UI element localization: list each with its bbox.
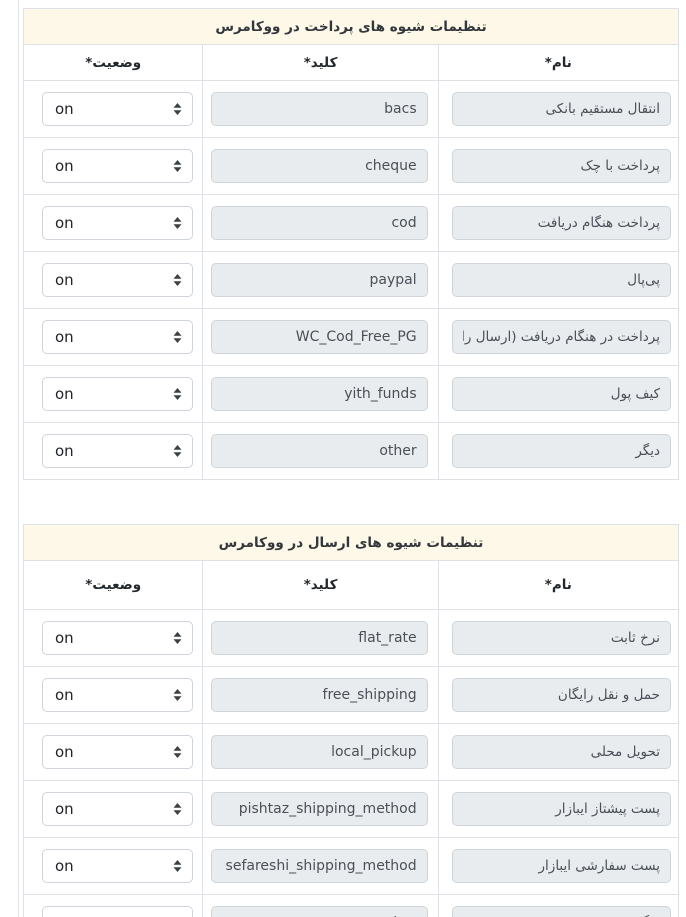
status-select-wrap [42, 434, 193, 468]
column-header-name: نام* [438, 45, 678, 81]
method-key-input [211, 735, 427, 769]
method-name-input [452, 263, 671, 297]
method-key-input [211, 320, 427, 354]
method-key-input [211, 206, 427, 240]
method-key-input [211, 377, 427, 411]
status-select-wrap [42, 149, 193, 183]
table-row [24, 610, 679, 667]
method-name-input [452, 792, 671, 826]
shipping-caption-row [24, 525, 679, 561]
status-select[interactable] [42, 206, 193, 240]
method-key-input [211, 849, 427, 883]
status-select[interactable] [42, 434, 193, 468]
status-select[interactable] [42, 320, 193, 354]
payments-table-title: تنظیمات شیوه های پرداخت در ووکامرس [24, 9, 679, 45]
status-select[interactable] [42, 149, 193, 183]
card-left-border [18, 0, 19, 917]
status-select-wrap [42, 906, 193, 917]
method-key-input [211, 149, 427, 183]
method-name-input [452, 320, 671, 354]
method-key-input [211, 678, 427, 712]
status-select[interactable] [42, 678, 193, 712]
method-key-input [211, 792, 427, 826]
status-select[interactable] [42, 792, 193, 826]
column-header-key: کلید* [203, 45, 438, 81]
status-select[interactable] [42, 377, 193, 411]
column-header-status: وضعیت* [24, 561, 203, 610]
table-row [24, 195, 679, 252]
method-name-input [452, 434, 671, 468]
table-row [24, 895, 679, 917]
status-select-wrap [42, 320, 193, 354]
method-name-input [452, 206, 671, 240]
method-name-input [452, 92, 671, 126]
method-name-input [452, 906, 671, 917]
method-key-input [211, 263, 427, 297]
column-header-key: کلید* [203, 561, 438, 610]
method-name-input [452, 849, 671, 883]
status-select-wrap [42, 377, 193, 411]
table-row [24, 309, 679, 366]
table-row [24, 781, 679, 838]
method-key-input [211, 434, 427, 468]
payments-header-row [24, 45, 679, 81]
status-select[interactable] [42, 906, 193, 917]
method-name-input [452, 621, 671, 655]
method-name-input [452, 149, 671, 183]
payment-methods-table [23, 8, 679, 480]
payments-caption-row [24, 9, 679, 45]
table-row [24, 838, 679, 895]
method-key-input [211, 621, 427, 655]
shipping-methods-table [23, 524, 679, 917]
status-select-wrap [42, 849, 193, 883]
table-row [24, 724, 679, 781]
table-row [24, 81, 679, 138]
method-name-input [452, 377, 671, 411]
method-name-input [452, 735, 671, 769]
table-row [24, 366, 679, 423]
method-key-input [211, 906, 427, 917]
status-select[interactable] [42, 92, 193, 126]
shipping-header-row [24, 561, 679, 610]
status-select[interactable] [42, 621, 193, 655]
table-row [24, 423, 679, 480]
status-select-wrap [42, 678, 193, 712]
status-select[interactable] [42, 263, 193, 297]
status-select-wrap [42, 92, 193, 126]
status-select-wrap [42, 792, 193, 826]
column-header-status: وضعیت* [24, 45, 203, 81]
method-key-input [211, 92, 427, 126]
table-row [24, 252, 679, 309]
table-row [24, 138, 679, 195]
settings-content [23, 0, 679, 917]
status-select-wrap [42, 621, 193, 655]
status-select-wrap [42, 206, 193, 240]
table-row [24, 667, 679, 724]
status-select-wrap [42, 735, 193, 769]
column-header-name: نام* [438, 561, 678, 610]
method-name-input [452, 678, 671, 712]
status-select-wrap [42, 263, 193, 297]
status-select[interactable] [42, 735, 193, 769]
status-select[interactable] [42, 849, 193, 883]
shipping-table-title: تنظیمات شیوه های ارسال در ووکامرس [24, 525, 679, 561]
